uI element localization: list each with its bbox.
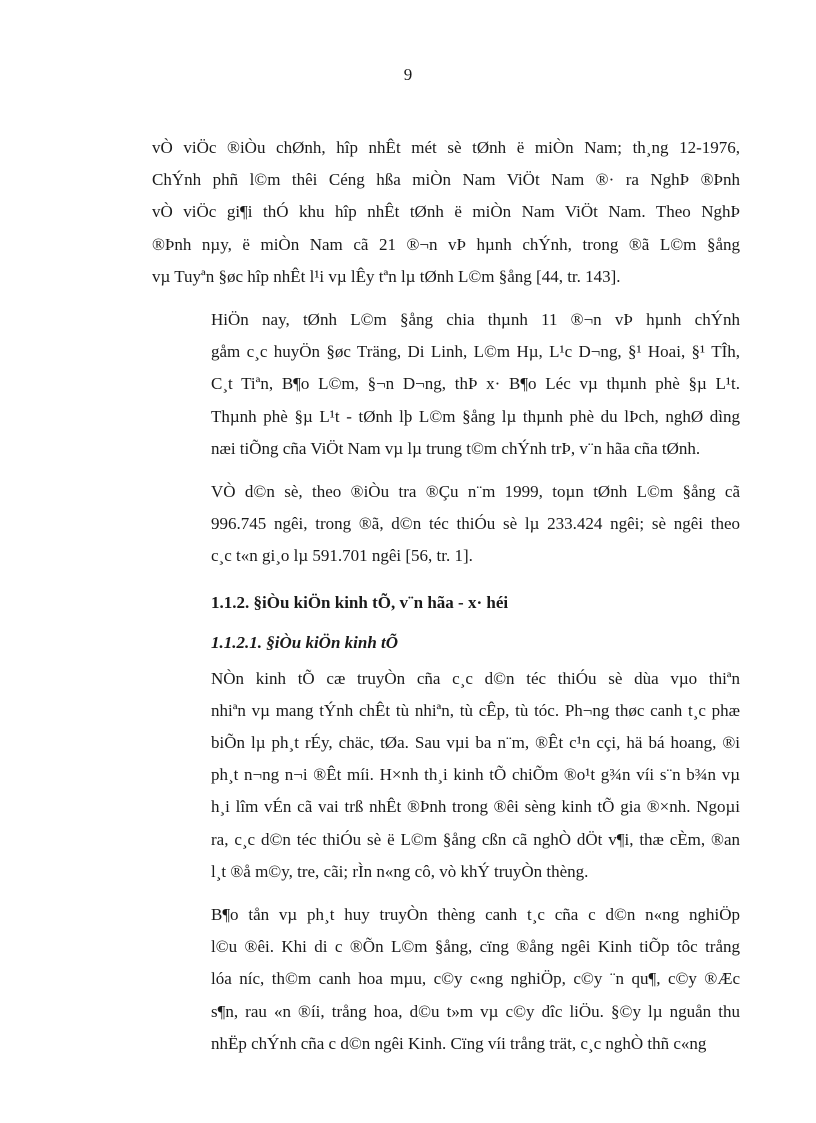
text-line: næi tiÕng cña ViÖt Nam vµ lµ trung t©m chÝnh trÞ, v¨n hãa cña tØnh. <box>211 438 701 458</box>
section-intro <box>152 132 740 573</box>
text-line: C¸t Tiªn, B¶o L©m, §¬n D¬ng, thÞ x· B¶o Léc vµ thµnh phè §µ L¹t. <box>211 374 740 394</box>
text-line: nhiªn vµ mang tÝnh chÊt tù nhiªn, tù cÊp, tù tóc. Ph¬ng thøc canh t¸c phæ <box>211 700 740 720</box>
subsection-heading: 1.1.2.1. §iÒu kiÖn kinh tÕ <box>211 632 399 652</box>
text-line: l©u ®êi. Khi di c ®Õn L©m §ång, cïng ®ång ngêi Kinh tiÕp tôc trång <box>211 937 740 957</box>
text-line: l¸t ®å m©y, tre, cãi; rÌn n«ng cô, vò khÝ truyÒn thèng. <box>211 861 589 881</box>
text-line: NÒn kinh tÕ cæ truyÒn cña c¸c d©n téc thiÓu sè dùa vµo thiªn <box>211 668 740 688</box>
text-line: HiÖn nay, tØnh L©m §ång chia thµnh 11 ®¬n vÞ hµnh chÝnh <box>211 310 740 330</box>
text-line: ph¸t n¬ng n¬i ®Êt míi. H×nh th¸i kinh tÕ chiÕm ®o¹t g¾n víi s¨n b¾n vµ <box>211 765 740 785</box>
text-line: B¶o tån vµ ph¸t huy truyÒn thèng canh t¸c cña c d©n n«ng nghiÖp <box>211 905 740 925</box>
body-paragraph <box>152 476 740 573</box>
text-line: VÒ d©n sè, theo ®iÒu tra ®Çu n¨m 1999, toµn tØnh L©m §ång cã <box>211 482 740 502</box>
text-line: vÒ viÖc gi¶i thÓ khu hîp nhÊt tØnh ë miÒn Nam ViÖt Nam. Theo NghÞ <box>152 202 740 222</box>
page-body <box>152 132 740 1071</box>
text-line: ®Þnh nµy, ë miÒn Nam cã 21 ®¬n vÞ hµnh chÝnh, trong ®ã L©m §ång <box>152 234 740 254</box>
text-line: s¶n, rau «n ®íi, trång hoa, d©u t»m vµ c©y dîc liÖu. §©y lµ nguån thu <box>211 1001 740 1021</box>
text-line: c¸c t«n gi¸o lµ 591.701 ngêi [56, tr. 1]. <box>211 546 473 566</box>
text-line: ra, c¸c d©n téc thiÓu sè ë L©m §ång cßn cã nghÒ dÖt v¶i, thæ cÈm, ®an <box>211 829 740 849</box>
text-line: h¸i lîm vÉn cã vai trß nhÊt ®Þnh trong ®êi sèng kinh tÕ gia ®×nh. Ngoµi <box>211 797 740 817</box>
body-paragraph <box>152 899 740 1060</box>
section-economy <box>152 663 740 1060</box>
text-line: vµ Tuyªn §øc hîp nhÊt l¹i vµ lÊy tªn lµ tØnh L©m §ång [44, tr. 143]. <box>152 266 621 286</box>
page-number: 9 <box>403 65 413 84</box>
text-line: nhËp chÝnh cña c d©n ngêi Kinh. Cïng víi trång trät, c¸c nghÒ thñ c«ng <box>211 1033 707 1053</box>
text-line: vÒ viÖc ®iÒu chØnh, hîp nhÊt mét sè tØnh ë miÒn Nam; th¸ng 12-1976, <box>152 138 740 157</box>
text-line: biÕn lµ ph¸t rÉy, chäc, tØa. Sau vµi ba n¨m, ®Êt c¹n cçi, hä bá hoang, ®i <box>211 733 740 753</box>
body-paragraph <box>152 132 740 293</box>
text-line: gåm c¸c huyÖn §øc Träng, Di Linh, L©m Hµ, L¹c D¬ng, §¹ Hoai, §¹ TÎh, <box>211 342 740 362</box>
body-paragraph <box>152 304 740 465</box>
text-line: lóa níc, th©m canh hoa mµu, c©y c«ng nghiÖp, c©y ¨n qu¶, c©y ®Æc <box>211 969 740 989</box>
body-paragraph <box>152 663 740 888</box>
text-line: 996.745 ngêi, trong ®ã, d©n téc thiÓu sè lµ 233.424 ngêi; sè ngêi theo <box>211 514 740 534</box>
section-heading: 1.1.2. §iÒu kiÖn kinh tÕ, v¨n hãa - x· héi <box>211 592 509 612</box>
text-line: Thµnh phè §µ L¹t - tØnh lþ L©m §ång lµ thµnh phè du lÞch, nghØ dìng <box>211 406 740 426</box>
text-line: ChÝnh phñ l©m thêi Céng hßa miÒn Nam ViÖt Nam ®· ra NghÞ ®Þnh <box>152 170 740 190</box>
